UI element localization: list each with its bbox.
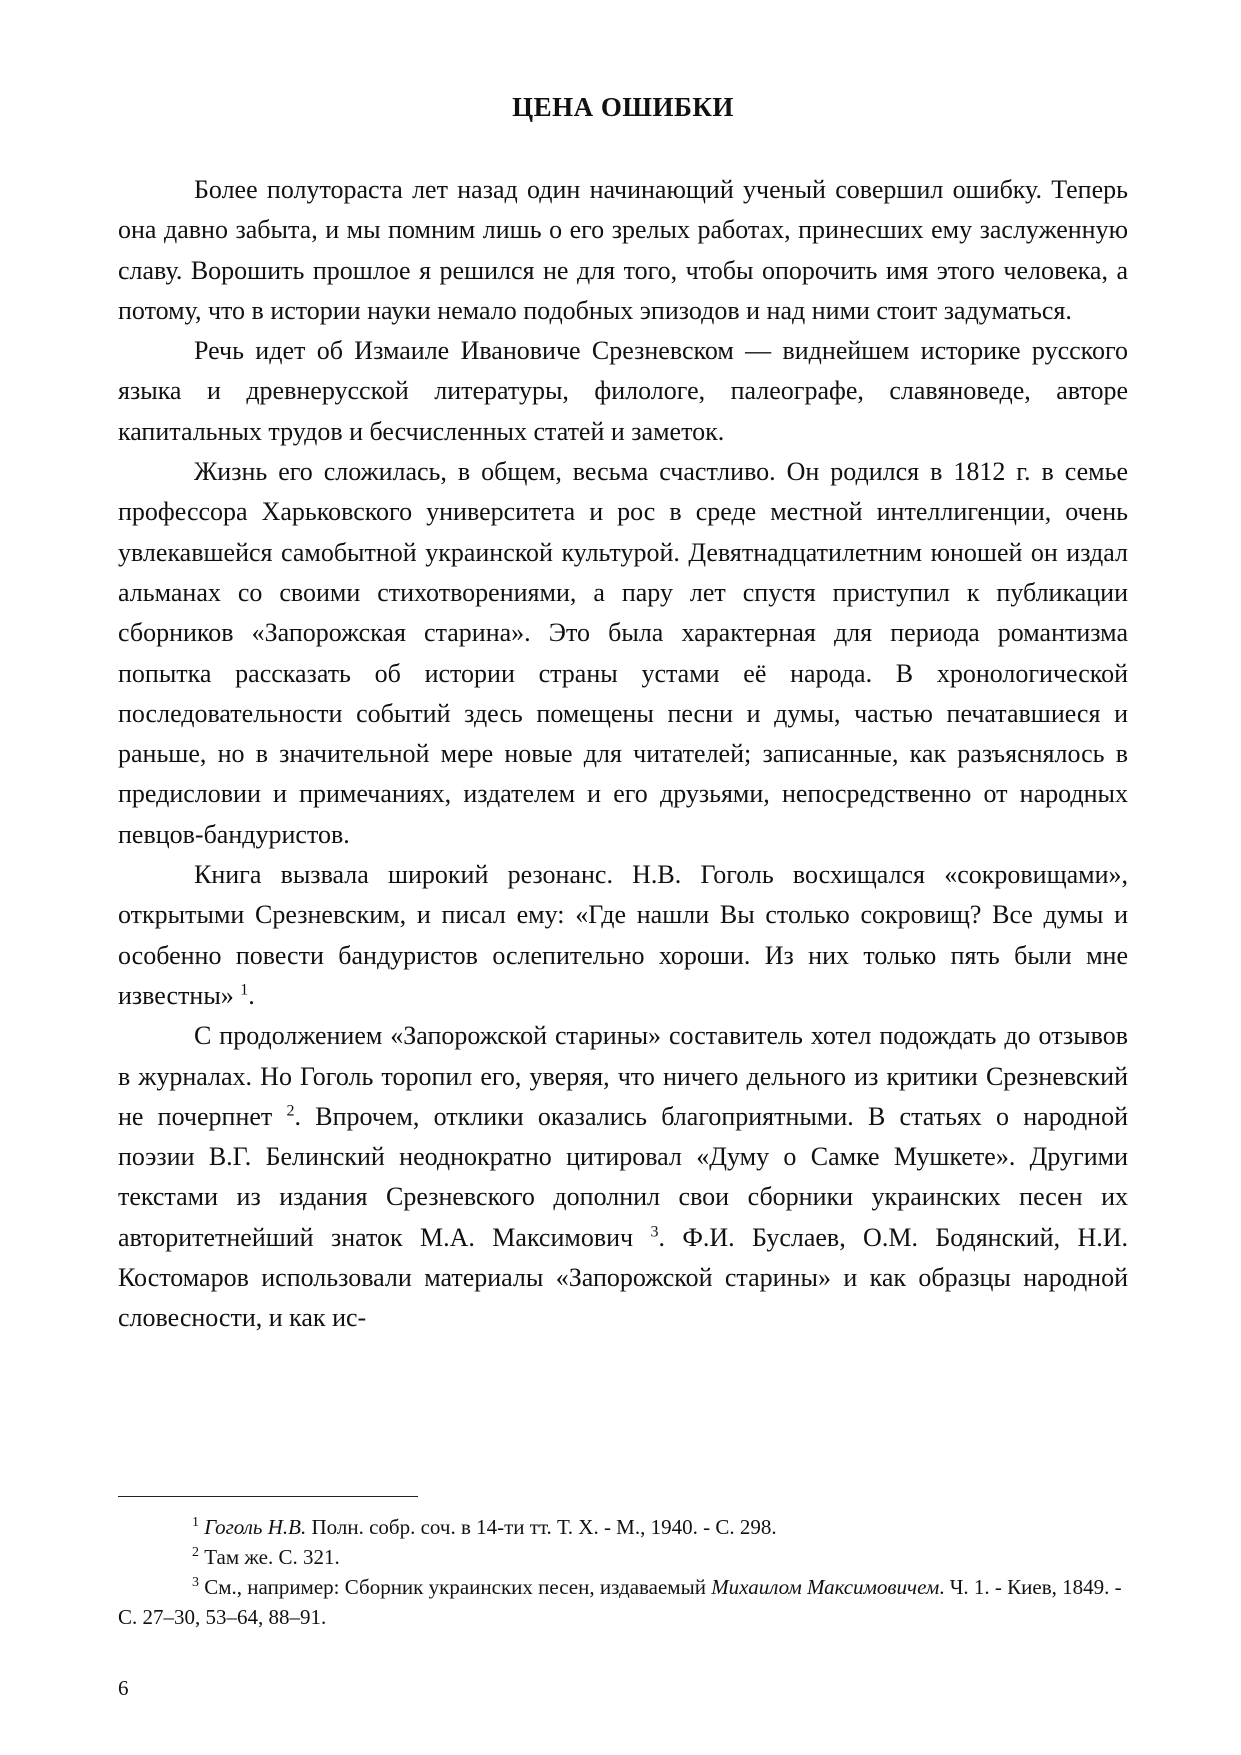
footnote-2-number: 2: [192, 1545, 199, 1560]
footnote-ref-1[interactable]: 1: [240, 981, 249, 999]
paragraph-2: Речь идет об Измаиле Ивановиче Срезневском — виднейшем историке русского языка и древнерусской литературы, филологе, палеографе, славяноведе, авторе капитальных трудов и бесчисленных статей и заметок.: [118, 336, 1128, 446]
footnotes: [118, 1512, 1128, 1632]
footnote-1: [118, 1512, 1128, 1542]
footnote-ref-2[interactable]: 2: [286, 1102, 295, 1120]
footnote-2: [118, 1542, 1128, 1572]
footnote-1-author: Гоголь Н.В.: [204, 1515, 307, 1539]
paragraph-5: [118, 1016, 1128, 1338]
paragraph-4-end: .: [248, 980, 255, 1010]
footnote-3-text-end: . Ч. 1. - Киев, 1849. - С. 27–30, 53–64, 88–91.: [118, 1575, 1122, 1629]
page-title: ЦЕНА ОШИБКИ: [512, 92, 734, 122]
footnote-3-author: Михаилом Максимовичем: [711, 1575, 940, 1599]
footnote-3: [118, 1572, 1128, 1632]
footnote-divider: [118, 1496, 418, 1497]
paragraph-5-text: С продолжением «Запорожской старины» составитель хотел подождать до отзывов в журналах. Но Гоголь торопил его, уверяя, что ничего дельного из критики Срезневский не почерпнет: [118, 1021, 1128, 1131]
footnote-1-number: 1: [192, 1515, 199, 1530]
paragraph-1: Более полутораста лет назад один начинающий ученый совершил ошибку. Теперь она давно забыта, и мы помним лишь о его зрелых работах, принесших ему заслуженную славу. Ворошить прошлое я решился не для того, чтобы опорочить имя этого человека, а потому, что в истории науки немало подобных эпизодов и над ними стоит задуматься.: [118, 175, 1128, 325]
footnote-1-text: Полн. собр. соч. в 14-ти тт. Т. X. - М., 1940. - С. 298.: [306, 1515, 777, 1539]
paragraph-3: Жизнь его сложилась, в общем, весьма счастливо. Он родился в 1812 г. в семье профессора Харьковского университета и рос в среде местной интеллигенции, очень увлекавшейся самобытной украинской культурой. Девятнадцатилетним юношей он издал альманах со своими стихотворениями, а пару лет спустя приступил к публикации сборников «Запорожская старина». Это была характерная для периода романтизма попытка рассказать об истории страны устами её народа. В хронологической последовательности событий здесь помещены песни и думы, частью печатавшиеся и раньше, но в значительной мере новые для читателей; записанные, как разъяснялось в предисловии и примечаниях, издателем и его друзьями, непосредственно от народных певцов-бандуристов.: [118, 457, 1128, 849]
footnote-2-text: Там же. С. 321.: [204, 1545, 340, 1569]
footnote-ref-3[interactable]: 3: [650, 1223, 659, 1241]
footnote-3-text: См., например: Сборник украинских песен, издаваемый: [204, 1575, 712, 1599]
footnote-3-number: 3: [192, 1575, 199, 1590]
body-text: [118, 170, 1128, 1339]
paragraph-4-text: Книга вызвала широкий резонанс. Н.В. Гоголь восхищался «сокровищами», открытыми Срезневским, и писал ему: «Где нашли Вы столько сокровищ? Все думы и особенно повести бандуристов ослепительно хороши. Из них только пять были мне известны»: [118, 860, 1128, 1010]
page-number: 6: [118, 1676, 129, 1700]
paragraph-5-end: . Ф.И. Буслаев, О.М. Бодянский, Н.И. Костомаров использовали материалы «Запорожской старины» и как образцы народной словесности, и как ис-: [118, 1222, 1129, 1333]
paragraph-4: [118, 855, 1128, 1016]
paragraph-5-middle: . Впрочем, отклики оказались благоприятными. В статьях о народной поэзии В.Г. Белинский неоднократно цитировал «Думу о Самке Мушкете». Другими текстами из издания Срезневского дополнил свои сборники украинских песен их авторитетнейший знаток М.А. Максимович: [118, 1101, 1128, 1252]
